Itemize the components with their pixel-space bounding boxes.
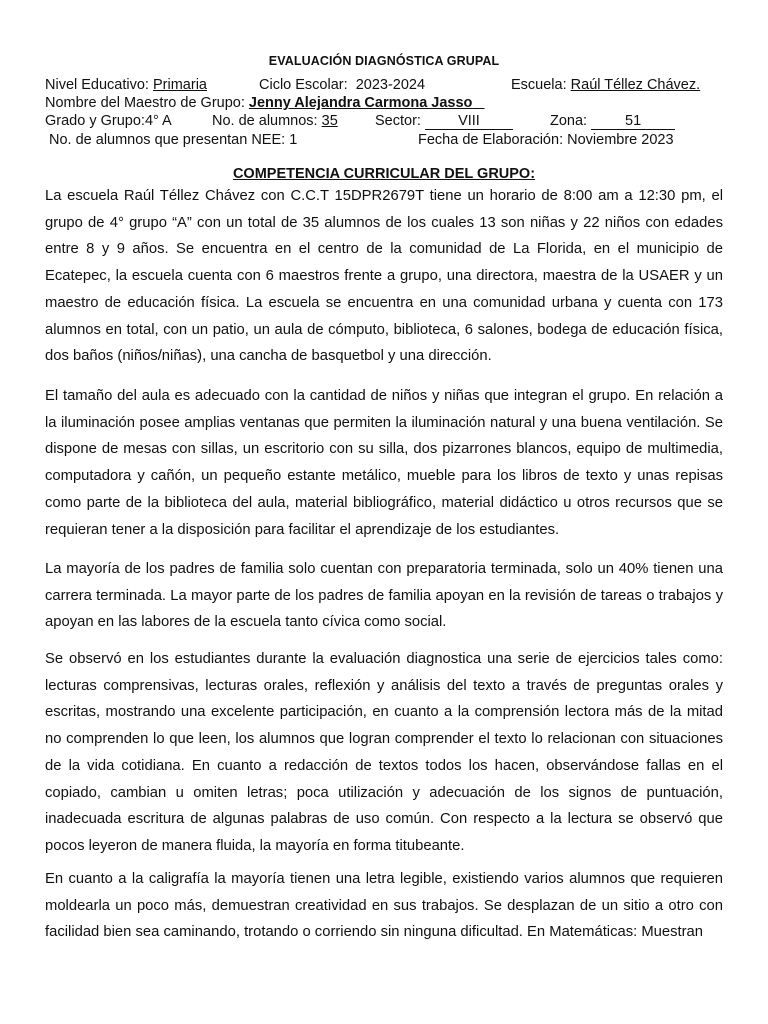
alumnos-label: No. de alumnos:: [212, 113, 318, 129]
nivel-value: Primaria: [153, 77, 207, 93]
ciclo-value: 2023-2024: [355, 77, 426, 93]
escuela-value: Raúl Téllez Chávez.: [570, 77, 701, 93]
sector-field: [375, 112, 513, 130]
sector-label: Sector:: [375, 113, 421, 129]
sector-value: VIII: [425, 113, 513, 130]
nivel-label: Nivel Educativo:: [45, 77, 149, 93]
section-title: COMPETENCIA CURRICULAR DEL GRUPO:: [232, 166, 536, 182]
document-title: EVALUACIÓN DIAGNÓSTICA GRUPAL: [268, 54, 500, 68]
nee-label: No. de alumnos que presentan NEE:: [49, 132, 286, 148]
paragraph: En cuanto a la caligrafía la mayoría tienen una letra legible, existiendo varios alumnos que requieren moldearla un poco más, demuestran creatividad en sus trabajos. Se desplazan de un sitio a otro con facilidad bien sea caminando, trotando o corriendo sin ninguna dificultad. En Matemáticas: Muestran: [45, 871, 723, 941]
zona-value: 51: [591, 113, 675, 130]
fecha-label: Fecha de Elaboración:: [418, 132, 564, 148]
escuela-label: Escuela:: [511, 77, 567, 93]
grado-value: 4° A: [144, 113, 172, 129]
alumnos-value: 35: [321, 113, 338, 129]
nivel-field: [45, 76, 207, 94]
grado-field: [45, 112, 172, 130]
nee-field: [49, 131, 297, 149]
paragraph: El tamaño del aula es adecuado con la cantidad de niños y niñas que integran el grupo. En relación a la iluminación posee amplias ventanas que permiten la iluminación natural y una buena ventilación. Se dispone de mesas con sillas, un escritorio con su silla, dos pizarrones blancos, equipo de multimedia, computadora y cañón, un pequeño estante metálico, mueble para los libros de texto y unas repisas como parte de la biblioteca del aula, material bibliográfico, material didáctico u otros recursos que se requieran tener a la disposición para facilitar el aprendizaje de los estudiantes.: [45, 388, 723, 538]
zona-field: [550, 112, 675, 130]
fecha-value: Noviembre 2023: [567, 132, 674, 148]
paragraph: Se observó en los estudiantes durante la evaluación diagnostica una serie de ejercicios tales como: lecturas comprensivas, lecturas orales, reflexión y análisis del texto a través de preguntas orales y escritas, mostrando una excelente participación, en cuanto a la comprensión lectora más de la mitad no comprenden lo que leen, los alumnos que logran comprender el texto lo relacionan con situaciones de la vida cotidiana. En cuanto a redacción de textos todos los hacen, observándose fallas en el copiado, cambian u omiten letras; poca utilización y adecuación de los signos de puntuación, inadecuada escritura de algunas palabras de uso común. Con respecto a la lectura se observó que pocos leyeron de manera fluida, la mayoría en forma titubeante.: [45, 651, 723, 854]
nee-value: 1: [289, 132, 298, 148]
ciclo-field: [259, 76, 425, 94]
ciclo-label: Ciclo Escolar:: [259, 77, 348, 93]
zona-label: Zona:: [550, 113, 588, 129]
paragraph: La escuela Raúl Téllez Chávez con C.C.T 15DPR2679T tiene un horario de 8:00 am a 12:30 pm, el grupo de 4° grupo “A” con un total de 35 alumnos de los cuales 13 son niñas y 22 niños con edades entre 8 y 9 años. Se encuentra en el centro de la comunidad de La Florida, en el municipio de Ecatepec, la escuela cuenta con 6 maestros frente a grupo, una directora, maestra de la USAER y un maestro de educación física. La escuela se encuentra en una comunidad urbana y cuenta con 173 alumnos en total, con un patio, un aula de cómputo, biblioteca, 6 salones, bodega de educación física, dos baños (niños/niñas), una cancha de basquetbol y una dirección.: [45, 188, 723, 365]
escuela-field: [511, 76, 700, 94]
grado-label: Grado y Grupo:: [45, 113, 145, 129]
alumnos-field: [212, 112, 338, 130]
maestro-field: [45, 94, 485, 112]
maestro-value: [249, 95, 485, 111]
maestro-label: Nombre del Maestro de Grupo:: [45, 95, 245, 111]
fecha-field: [418, 131, 674, 149]
maestro-name: Jenny Alejandra Carmona Jasso: [248, 95, 473, 111]
paragraph: La mayoría de los padres de familia solo cuentan con preparatoria terminada, solo un 40% tienen una carrera terminada. La mayor parte de los padres de familia apoyan en la revisión de tareas o trabajos y apoyan en las labores de la escuela tanto cívica como social.: [45, 561, 723, 631]
